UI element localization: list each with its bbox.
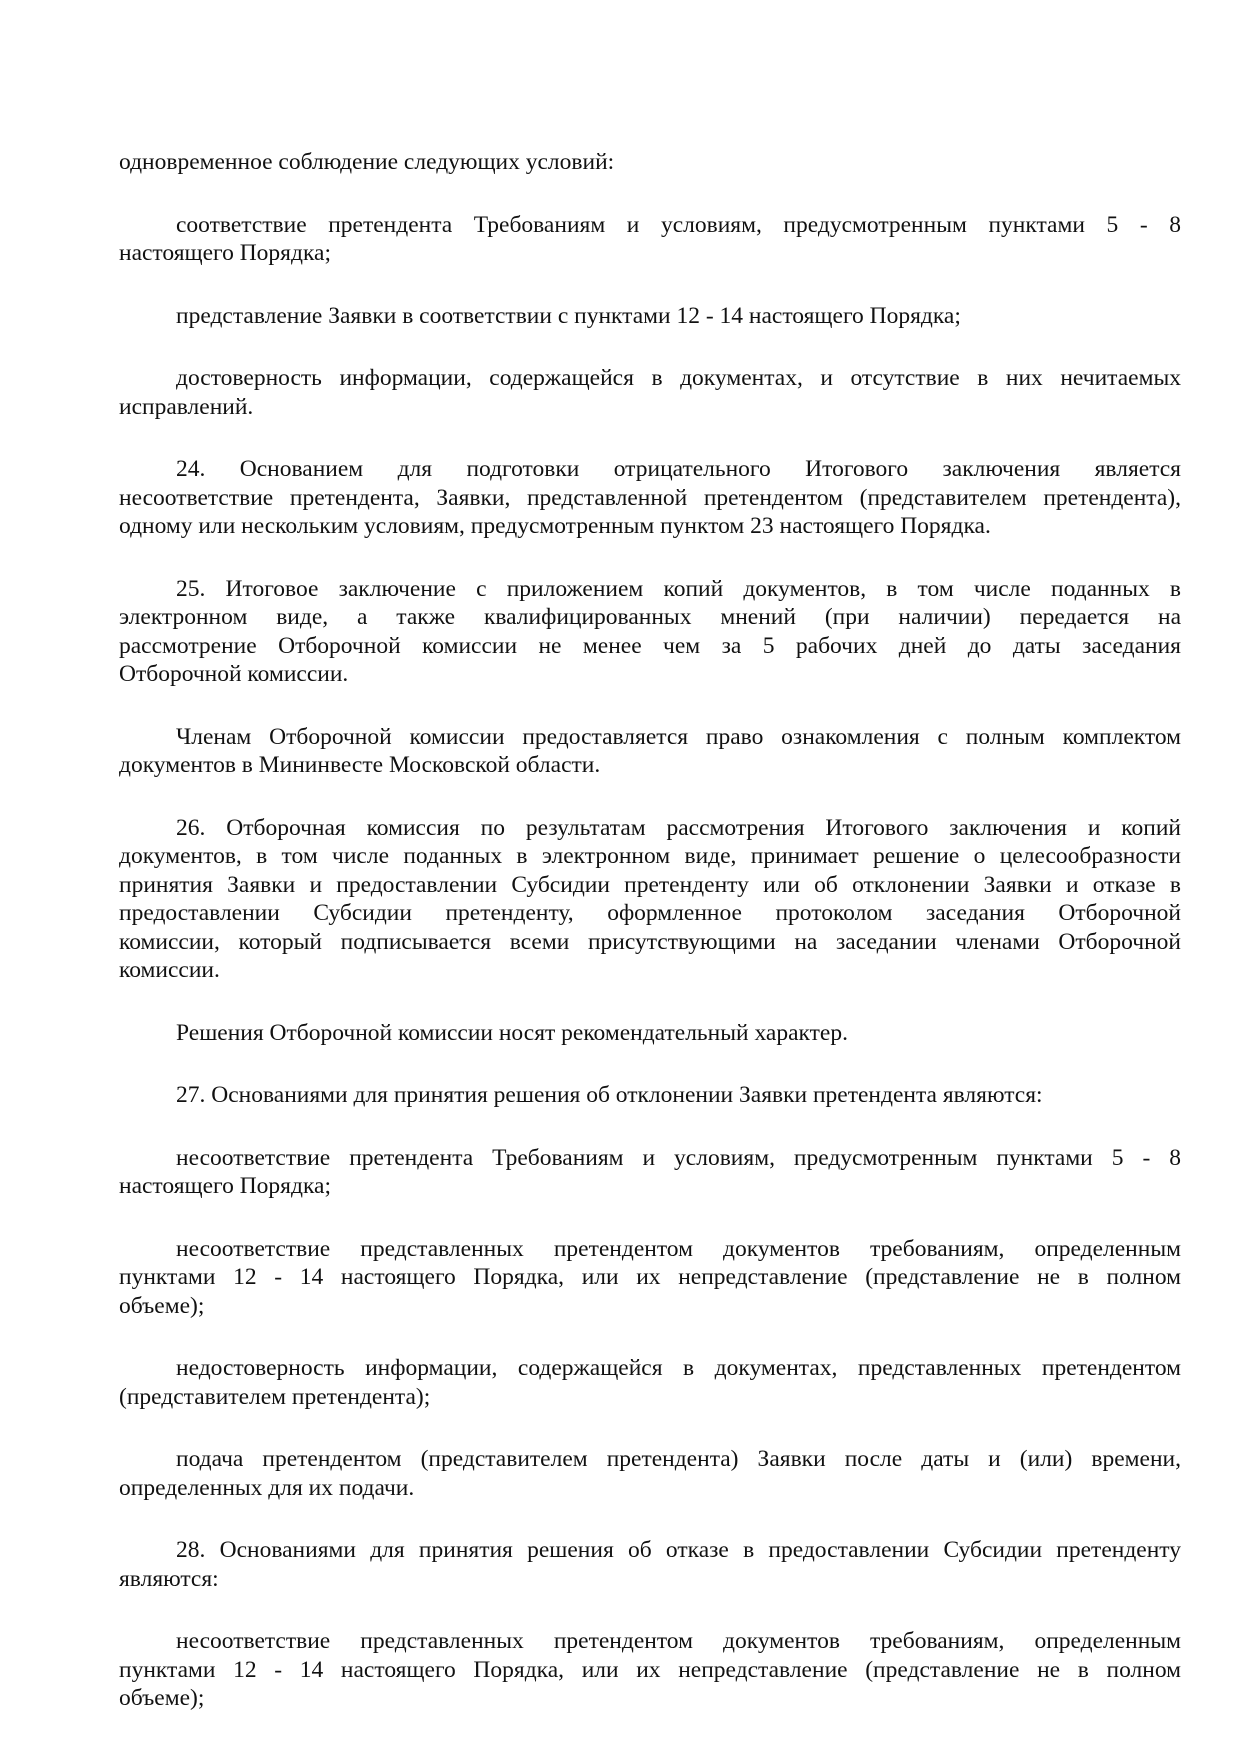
text-line: 26. Отборочная комиссия по результатам рассмотрения Итогового заключения и копий <box>176 814 1181 841</box>
text-line: объеме); <box>119 1685 205 1711</box>
text-line: 25. Итоговое заключение с приложением копий документов, в том числе поданных в <box>176 575 1181 602</box>
text-line: настоящего Порядка; <box>119 240 331 266</box>
text-line: достоверность информации, содержащейся в документах, и отсутствие в них нечитаемых <box>176 365 1181 391</box>
paragraph <box>119 148 1181 177</box>
paragraph <box>119 814 1181 985</box>
text-line: несоответствие представленных претендентом документов требованиям, определенным <box>176 1628 1181 1654</box>
text-line: объеме); <box>119 1292 205 1319</box>
paragraph <box>119 1019 1181 1048</box>
text-line: соответствие претендента Требованиям и условиям, предусмотренным пунктами 5 - 8 <box>176 211 1181 238</box>
text-line: документов, в том числе поданных в электронном виде, принимает решение о целесообразности <box>119 843 1181 869</box>
text-line: 27. Основаниями для принятия решения об отклонении Заявки претендента являются: <box>176 1082 1043 1108</box>
text-line: рассмотрение Отборочной комиссии не менее чем за 5 рабочих дней до даты заседания <box>119 632 1181 659</box>
text-line: одновременное соблюдение следующих условий: <box>119 149 615 175</box>
text-line: 28. Основаниями для принятия решения об отказе в предоставлении Субсидии претенденту <box>176 1537 1181 1563</box>
text-line: комиссии, который подписывается всеми присутствующими на заседании членами Отборочной <box>119 928 1181 955</box>
paragraph <box>119 1354 1181 1411</box>
paragraph <box>119 575 1181 689</box>
paragraph <box>119 1536 1181 1593</box>
text-line: настоящего Порядка; <box>119 1173 331 1199</box>
paragraph <box>119 455 1181 541</box>
text-line: несоответствие претендента, Заявки, представленной претендентом (представителем претендента), <box>119 484 1181 511</box>
text-line: определенных для их подачи. <box>119 1474 415 1501</box>
text-line: являются: <box>119 1565 219 1592</box>
text-line: предоставлении Субсидии претенденту, оформленное протоколом заседания Отборочной <box>119 900 1181 926</box>
text-line: электронном виде, а также квалифицированных мнений (при наличии) передается на <box>119 604 1181 630</box>
text-line: (представителем претендента); <box>119 1383 431 1410</box>
text-line: несоответствие представленных претендентом документов требованиям, определенным <box>176 1235 1181 1262</box>
text-line: пунктами 12 - 14 настоящего Порядка, или их непредставление (представление не в полном <box>119 1656 1181 1683</box>
text-line: представление Заявки в соответствии с пунктами 12 - 14 настоящего Порядка; <box>176 302 961 329</box>
paragraph <box>119 1627 1181 1713</box>
text-line: комиссии. <box>119 957 220 983</box>
text-line: недостоверность информации, содержащейся в документах, представленных претендентом <box>176 1355 1181 1381</box>
text-line: исправлений. <box>119 393 254 420</box>
text-line: несоответствие претендента Требованиям и условиям, предусмотренным пунктами 5 - 8 <box>176 1144 1181 1171</box>
text-line: Отборочной комиссии. <box>119 661 349 687</box>
text-line: Решения Отборочной комиссии носят рекомендательный характер. <box>176 1019 848 1046</box>
paragraph <box>119 1081 1181 1110</box>
text-line: пунктами 12 - 14 настоящего Порядка, или их непредставление (представление не в полном <box>119 1264 1181 1290</box>
text-line: Членам Отборочной комиссии предоставляется право ознакомления с полным комплектом <box>176 723 1181 750</box>
text-line: 24. Основанием для подготовки отрицательного Итогового заключения является <box>176 456 1181 482</box>
paragraph <box>119 1235 1181 1321</box>
paragraph <box>119 1445 1181 1502</box>
paragraph <box>119 364 1181 421</box>
paragraph <box>119 302 1181 331</box>
paragraph <box>119 723 1181 780</box>
text-line: принятия Заявки и предоставлении Субсидии претенденту или об отклонении Заявки и отказе в <box>119 871 1181 898</box>
paragraph <box>119 1144 1181 1201</box>
text-line: подача претендентом (представителем претендента) Заявки после даты и (или) времени, <box>176 1446 1181 1472</box>
text-line: документов в Мининвесте Московской области. <box>119 752 601 778</box>
paragraph <box>119 211 1181 268</box>
document-page <box>119 148 1181 1747</box>
text-line: одному или нескольким условиям, предусмотренным пунктом 23 настоящего Порядка. <box>119 513 991 539</box>
